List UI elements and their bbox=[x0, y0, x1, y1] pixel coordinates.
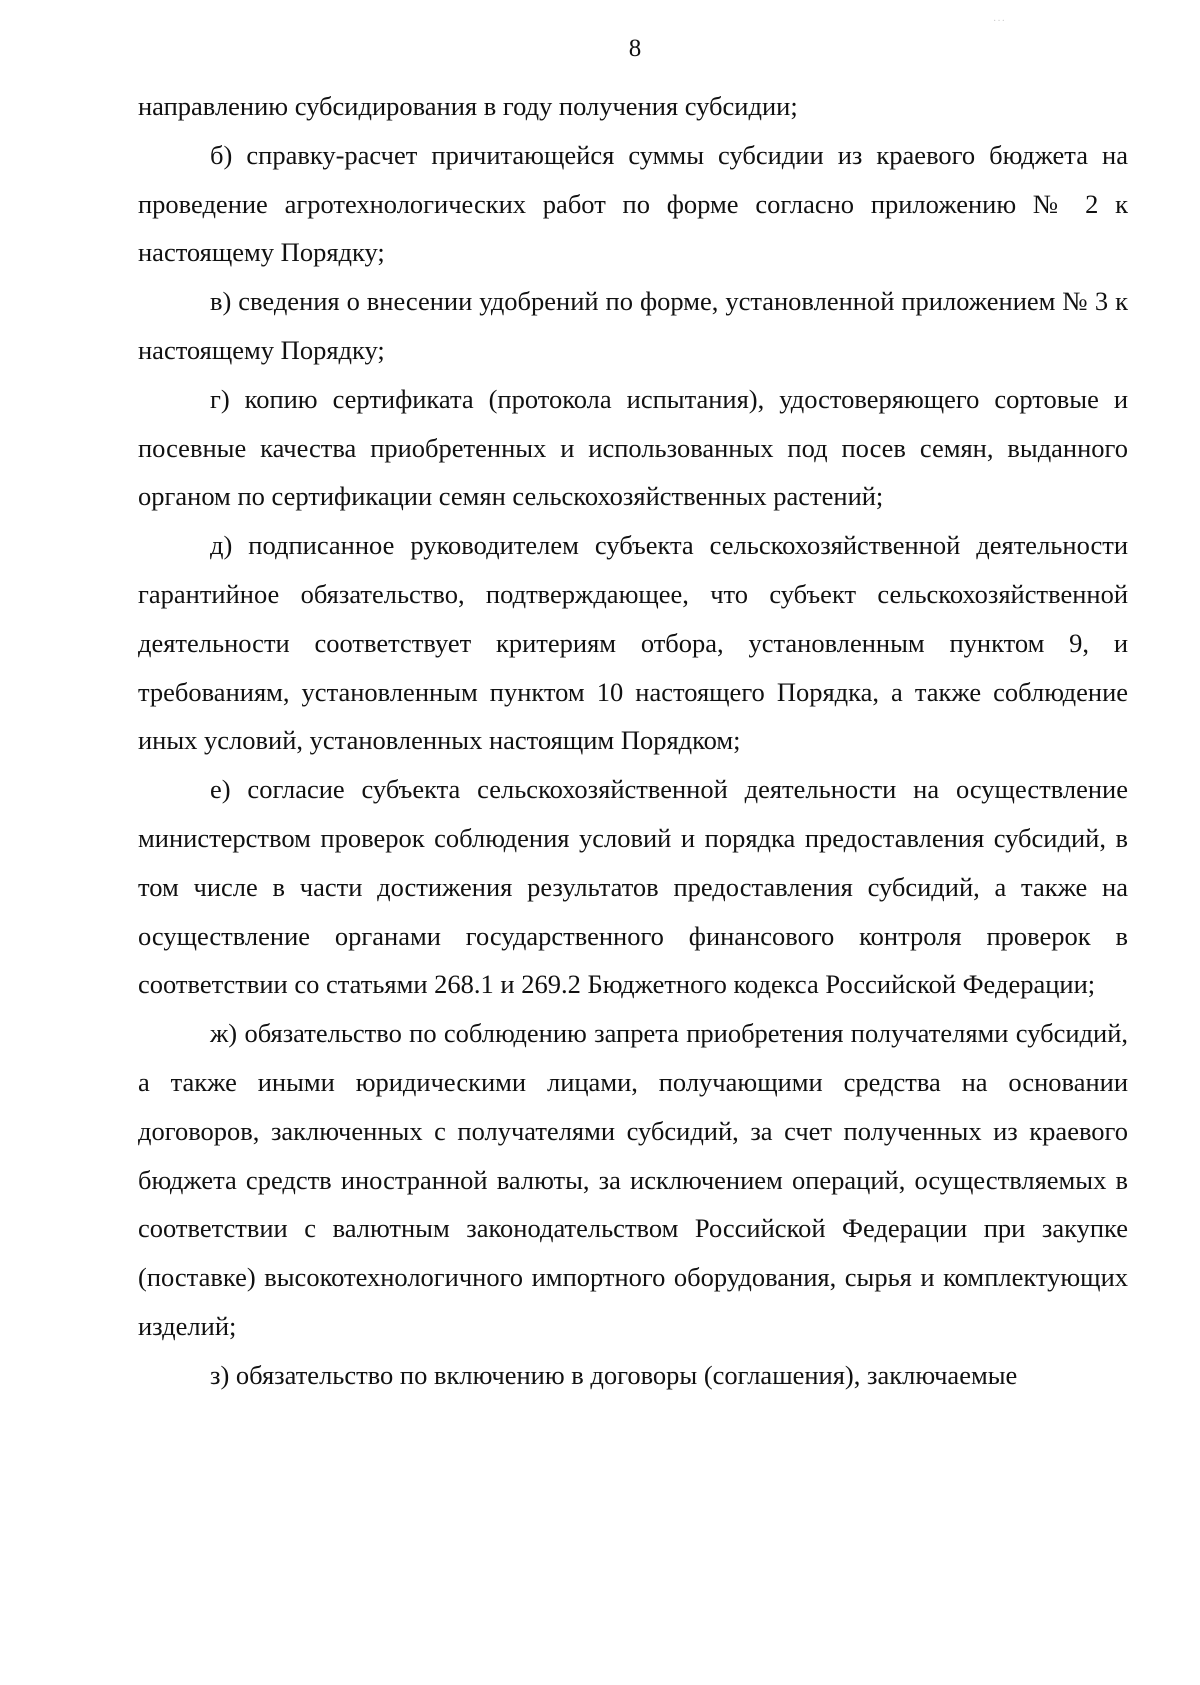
paragraph-item-b bbox=[138, 131, 1128, 277]
page-number: 8 bbox=[628, 35, 642, 62]
text-line: настоящего Порядка, а также соблюдение иных условий, установленных bbox=[138, 676, 1129, 756]
text-line: к настоящему Порядку; bbox=[138, 188, 1129, 268]
text-line: предоставления субсидий, а также на осуществление органами bbox=[138, 871, 1129, 951]
text-line: сортовые и посевные качества приобретенных и использованных под посев bbox=[138, 383, 1128, 463]
text-line: направлению субсидирования в году получения субсидии; bbox=[138, 91, 798, 121]
text-line: высокотехнологичного импортного оборудования, сырья и комплектующих bbox=[264, 1262, 1129, 1293]
text-line: государственного финансового контроля проверок в соответствии со статьями bbox=[138, 920, 1128, 1000]
text-line: установленным пунктом 9, и требованиям, установленным пунктом 10 bbox=[138, 627, 1128, 707]
paragraph-continuation bbox=[138, 82, 1128, 131]
text-line: основании договоров, заключенных с получателями субсидий, за счет bbox=[138, 1066, 1128, 1146]
scan-artifact: ··· bbox=[993, 16, 1006, 27]
text-line: ж) обязательство по соблюдению запрета приобретения получателями bbox=[210, 1018, 1009, 1049]
text-line: з) обязательство по включению в договоры (соглашения), заключаемые bbox=[210, 1359, 1018, 1390]
text-line: б) справку-расчет причитающейся суммы субсидии из краевого бюджета bbox=[210, 139, 1088, 170]
text-line: предоставления субсидий, в том числе в части достижения результатов bbox=[138, 822, 1129, 902]
text-line: семян, выданного органом по сертификации семян сельскохозяйственных bbox=[138, 432, 1129, 512]
text-line: сельскохозяйственной деятельности соответствует критериям отбора, bbox=[138, 578, 1128, 658]
paragraph-item-d bbox=[138, 521, 1128, 765]
text-line: законодательством Российской Федерации при закупке (поставке) bbox=[138, 1213, 1129, 1293]
paragraph-item-z bbox=[138, 1351, 1128, 1400]
text-line: осуществление министерством проверок соблюдения условий и порядка bbox=[138, 774, 1128, 853]
text-line: настоящим Порядком; bbox=[488, 725, 741, 756]
text-line: 268.1 и 269.2 Бюджетного кодекса Российской Федерации; bbox=[434, 969, 1096, 1000]
text-line: изделий; bbox=[138, 1310, 237, 1341]
paragraph-item-g bbox=[138, 375, 1128, 521]
text-line: на проведение агротехнологических работ по форме согласно приложению № 2 bbox=[138, 139, 1128, 219]
paragraph-item-e bbox=[138, 765, 1128, 1009]
text-line: г) копию сертификата (протокола испытания), удостоверяющего bbox=[210, 383, 980, 414]
text-line: д) подписанное руководителем субъекта сельскохозяйственной bbox=[210, 530, 961, 561]
document-body bbox=[138, 82, 1128, 1400]
text-line: исключением операций, осуществляемых в соответствии с валютным bbox=[138, 1164, 1128, 1244]
text-line: субсидий, а также иными юридическими лицами, получающими средства на bbox=[138, 1018, 1129, 1097]
text-line: деятельности гарантийное обязательство, подтверждающее, что субъект bbox=[138, 530, 1128, 609]
text-line: е) согласие субъекта сельскохозяйственной деятельности на bbox=[210, 774, 940, 805]
text-line: полученных из краевого бюджета средств иностранной валюты, за bbox=[138, 1115, 1128, 1195]
paragraph-item-zh bbox=[138, 1009, 1128, 1351]
text-line: растений; bbox=[773, 481, 884, 512]
text-line: приложением № 3 к настоящему Порядку; bbox=[138, 286, 1129, 365]
paragraph-item-v bbox=[138, 277, 1128, 375]
text-line: в) сведения о внесении удобрений по форме, установленной bbox=[210, 286, 895, 317]
